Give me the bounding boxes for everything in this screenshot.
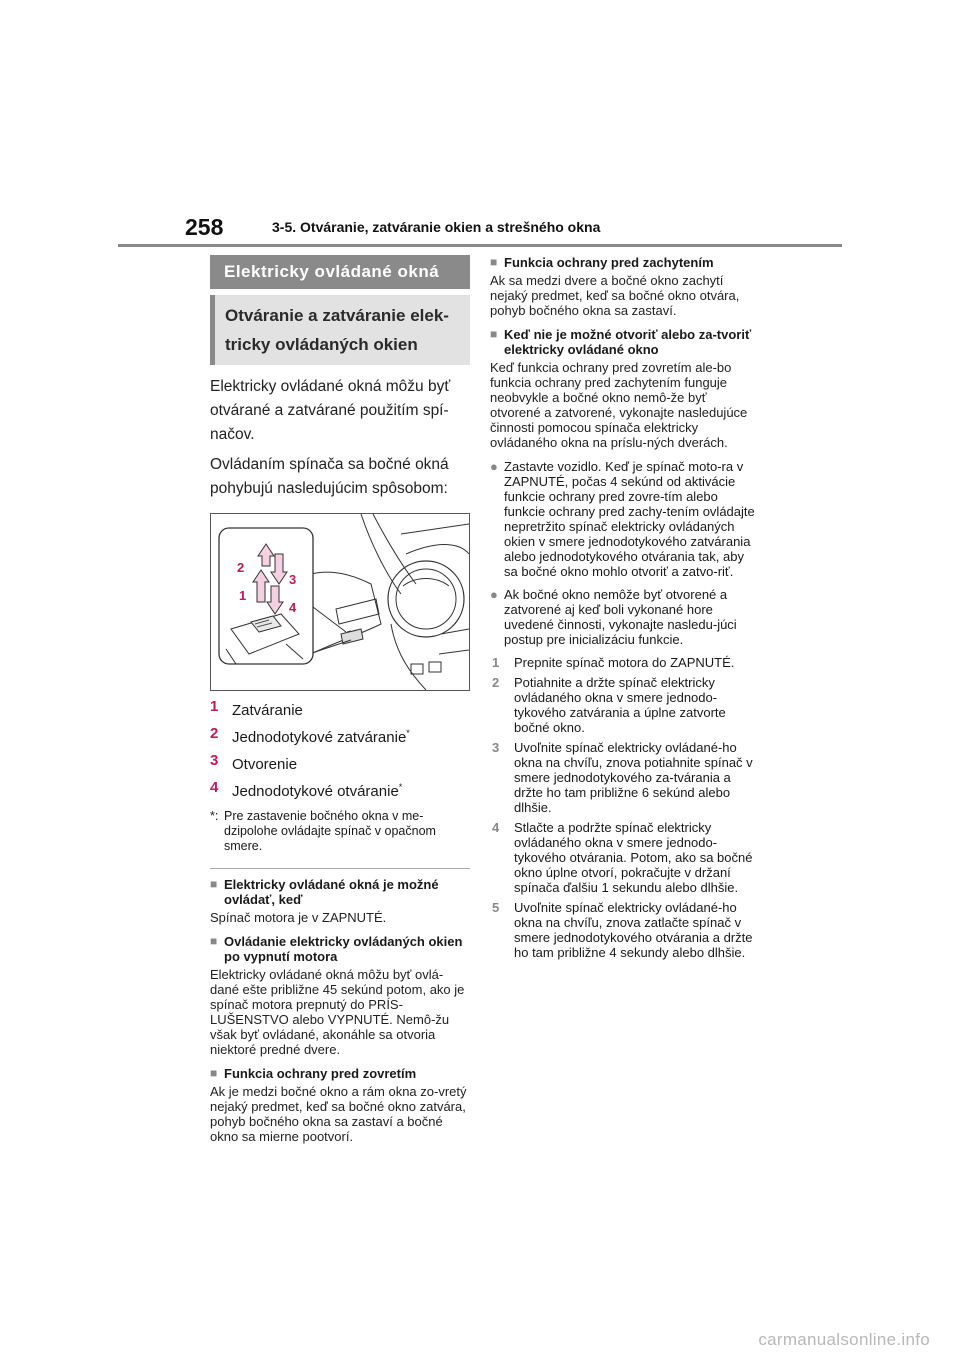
bullet-item	[490, 587, 755, 647]
step-number: 5	[492, 900, 500, 915]
illustration-drawing	[211, 514, 469, 690]
legend-number: 1	[210, 698, 219, 715]
info-block-text: Ak je medzi bočné okno a rám okna zo-vretý nejaký predmet, keď sa bočné okno zatvára, pohyb bočného okna sa zastaví a bočné okno sa mierne pootvorí.	[210, 1084, 467, 1144]
bullet-text: Zastavte vozidlo. Keď je spínač moto-ra v ZAPNUTÉ, počas 4 sekúnd od aktivácie funkcie ochrany pred zovre-tím alebo funkcie ochrany pred zachy-tením ovládajte nepretržito spínač elektricky ovládaných okien v smere jednodotykového zatvárania alebo jednodotykového otvárania tak, aby sa bočné okno mohlo otvoriť a zatvo-riť.	[504, 459, 755, 579]
info-block-heading: ■ Funkcia ochrany pred zovretím	[210, 1066, 417, 1081]
step-item	[490, 740, 755, 815]
info-block	[210, 934, 470, 1057]
step-text: Uvoľnite spínač elektricky ovládané-ho okna na chvíľu, znova zatlačte spínač v smere jednodotykového otvárania a držte ho tam približne 4 sekundy alebo dlhšie.	[514, 900, 753, 960]
step-text: Stlačte a podržte spínač elektricky ovládaného okna v smere jednodo-tykového otvárania. Potom, ako sa bočné okno úplne otvorí, pokračujte v držaní spínača ďalšiu 1 sekundu alebo dlhšie.	[514, 820, 753, 895]
info-block-text: Keď funkcia ochrany pred zovretím ale-bo funkcia ochrany pred zachytením funguje neobvykle a bočné okno nemô-že byť otvorené a zatvorené, vykonajte nasledujúce činnosti pomocou spínača elektricky ovládaného okna na príslu-ných dverách.	[490, 360, 748, 450]
legend-number: 2	[210, 725, 219, 742]
legend-item	[210, 776, 470, 803]
step-item	[490, 820, 755, 895]
intro-paragraph-2: Ovládaním spínača sa bočné okná pohybujú nasledujúcim spôsobom:	[210, 456, 449, 497]
header-rule	[118, 244, 842, 247]
legend-list	[210, 695, 470, 854]
watermark: carmanualsonline.info	[758, 1330, 930, 1349]
step-text: Uvoľnite spínač elektricky ovládané-ho okna na chvíľu, znova potiahnite spínač v smere jednodotykového za-tvárania a držte ho tam približne 6 sekúnd alebo dlhšie.	[514, 740, 753, 815]
section-divider	[210, 868, 470, 869]
step-text: Potiahnite a držte spínač elektricky ovládaného okna v smere jednodo-tykového zatvárania a úplne zatvorte bočné okno.	[514, 675, 726, 735]
bullet-item	[490, 459, 755, 579]
chapter-title: 3-5. Otváranie, zatváranie okien a strešného okna	[272, 219, 601, 235]
legend-text: Zatváranie	[232, 702, 303, 719]
step-item	[490, 675, 755, 735]
figure-number-2: 2	[237, 560, 245, 575]
circle-bullet-icon: ●	[490, 587, 498, 602]
step-number: 3	[492, 740, 500, 755]
step-number: 4	[492, 820, 500, 835]
info-block	[490, 255, 755, 318]
info-block	[490, 327, 755, 450]
info-block-text: Spínač motora je v ZAPNUTÉ.	[210, 910, 387, 925]
square-bullet-icon: ■	[490, 327, 498, 341]
step-text: Prepnite spínač motora do ZAPNUTÉ.	[514, 655, 735, 670]
footnote	[210, 809, 470, 854]
info-block-text: Elektricky ovládané okná môžu byť ovlá-dané ešte približne 45 sekúnd potom, ako je spínač motora prepnutý do PRÍS-LUŠENSTVO alebo VYPNUTÉ. Nemô-žu však byť ovládané, akonáhle sa otvoria niektoré predné dvere.	[210, 967, 465, 1057]
legend-text: Jednodotykové otváranie*	[232, 782, 403, 800]
footnote-mark: *:	[210, 809, 219, 823]
square-bullet-icon: ■	[210, 934, 218, 948]
info-block	[210, 877, 470, 925]
legend-item	[210, 695, 470, 722]
right-column	[490, 255, 755, 965]
square-bullet-icon: ■	[490, 255, 498, 269]
legend-number: 4	[210, 779, 219, 796]
figure-number-3: 3	[289, 572, 297, 587]
info-block	[210, 1066, 470, 1144]
intro-paragraph-1: Elektricky ovládané okná môžu byť otvárané a zatvárané použitím spí-načov.	[210, 378, 451, 443]
step-number: 1	[492, 655, 500, 670]
step-item	[490, 900, 755, 960]
info-block-heading: ■ Keď nie je možné otvoriť alebo za-tvoriť elektricky ovládané okno	[490, 327, 752, 357]
info-block-text: Ak sa medzi dvere a bočné okno zachytí nejaký predmet, keď sa bočné okno otvára, pohyb bočného okna sa zastaví.	[490, 273, 740, 318]
page-number: 258	[185, 214, 224, 240]
step-item	[490, 655, 755, 670]
figure-number-4: 4	[289, 600, 297, 615]
legend-number: 3	[210, 752, 219, 769]
bullet-text: Ak bočné okno nemôže byť otvorené a zatvorené aj keď boli vykonané hore uvedené činnosti, vykonajte nasledu-júci postup pre inicializáciu funkcie.	[504, 587, 737, 647]
circle-bullet-icon: ●	[490, 459, 498, 474]
square-bullet-icon: ■	[210, 1066, 218, 1080]
footnote-text: Pre zastavenie bočného okna v me-dzipolohe ovládajte spínač v opačnom smere.	[224, 809, 436, 853]
left-column	[210, 255, 470, 1153]
figure-number-1: 1	[239, 588, 247, 603]
info-block-heading: ■ Elektricky ovládané okná je možné ovládať, keď	[210, 877, 439, 907]
legend-item	[210, 722, 470, 749]
window-switch-illustration	[210, 513, 470, 691]
legend-item	[210, 749, 470, 776]
subsection-title: Otváranie a zatváranie elek-tricky ovládaných okien	[210, 295, 470, 365]
step-number: 2	[492, 675, 500, 690]
section-title: Elektricky ovládané okná	[210, 255, 470, 289]
info-block-heading: ■ Ovládanie elektricky ovládaných okien po vypnutí motora	[210, 934, 463, 964]
info-block-heading: ■ Funkcia ochrany pred zachytením	[490, 255, 714, 270]
square-bullet-icon: ■	[210, 877, 218, 891]
legend-text: Jednodotykové zatváranie*	[232, 728, 410, 746]
legend-text: Otvorenie	[232, 756, 298, 773]
